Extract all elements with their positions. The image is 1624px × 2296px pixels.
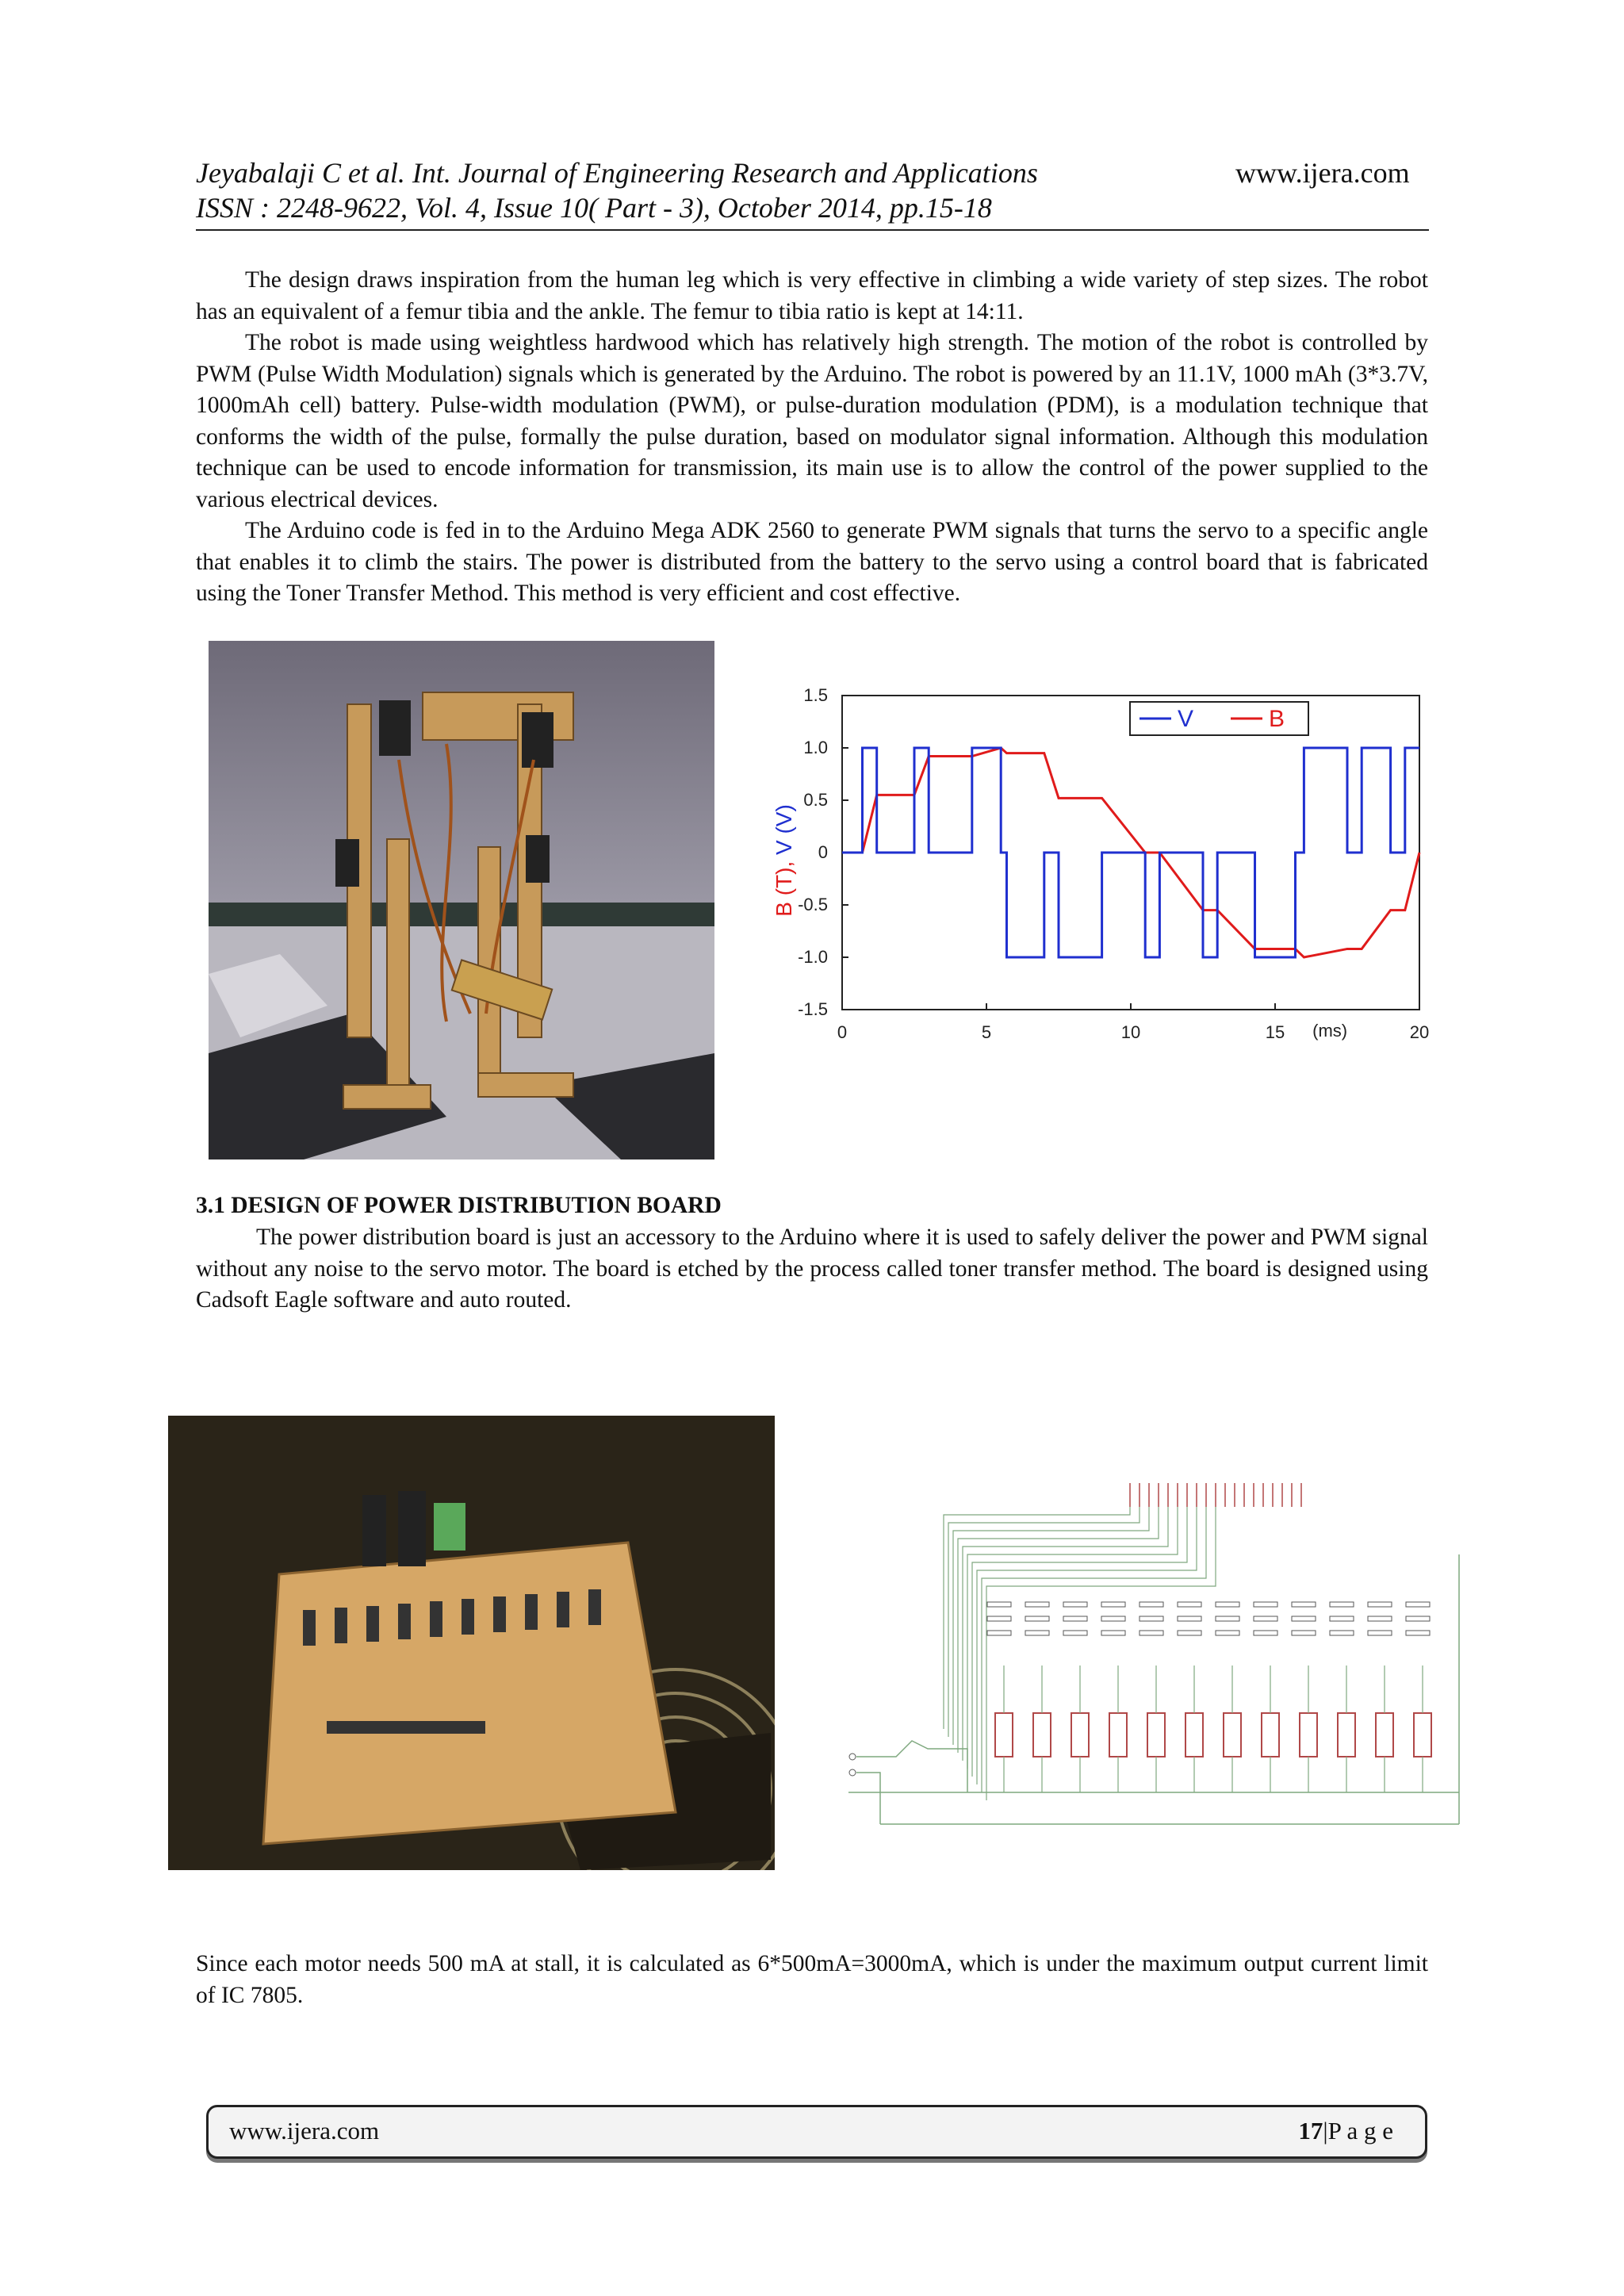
board-photo [168, 1416, 775, 1870]
paragraph-5: Since each motor needs 500 mA at stall, it is calculated as 6*500mA=3000mA, which is under the maximum output current limit of IC 7805. [196, 1951, 1428, 2008]
footer-website[interactable]: www.ijera.com [229, 2117, 380, 2145]
page-number: 17 [1298, 2117, 1323, 2145]
y-tick-label: -0.5 [798, 895, 828, 914]
closing-text [196, 1949, 1428, 2011]
schematic-resistor [1185, 1713, 1203, 1757]
schematic-connector [1139, 1631, 1163, 1635]
schematic-connector [1216, 1616, 1239, 1621]
schematic-connector [1292, 1616, 1316, 1621]
schematic-connector [1254, 1616, 1277, 1621]
schematic-trace [972, 1507, 1187, 1777]
schematic-resistor [1224, 1713, 1241, 1757]
y-tick-label: 1.5 [803, 685, 828, 705]
schematic-svg [825, 1475, 1475, 1840]
schematic-connector [1216, 1631, 1239, 1635]
schematic-connector [1406, 1616, 1430, 1621]
schematic-trace [953, 1507, 1149, 1745]
schematic-trace [986, 1507, 1216, 1800]
schematic-connector [1101, 1602, 1125, 1607]
y-tick-label: 0 [818, 842, 828, 862]
schematic-connector [1025, 1616, 1049, 1621]
pwm-chart [745, 674, 1443, 1055]
paragraph-1: The design draws inspiration from the human leg which is very effective in climbing a wide variety of step sizes. The robot has an equivalent of a femur tibia and the ankle. The femur to tibia ratio is kept at 14:11. [196, 267, 1428, 324]
schematic-connector [1101, 1616, 1125, 1621]
schematic-connector [1101, 1631, 1125, 1635]
schematic-connector [1368, 1631, 1392, 1635]
board-photo-illustration [168, 1416, 775, 1870]
schematic-connector [1406, 1631, 1430, 1635]
pwm-chart-svg [745, 674, 1443, 1055]
y-tick-label: -1.0 [798, 947, 828, 967]
schematic-connector [1254, 1631, 1277, 1635]
page-indicator [1298, 2117, 1393, 2145]
header-rule [196, 229, 1429, 231]
schematic-connector [987, 1602, 1011, 1607]
schematic-connector [1330, 1631, 1354, 1635]
schematic-trace [977, 1507, 1197, 1784]
paragraph-4: The power distribution board is just an accessory to the Arduino where it is used to safely deliver the power and PWM signal without any noise to the servo motor. The board is etched by the process called toner transfer method. The board is designed using Cadsoft Eagle software and auto routed. [196, 1225, 1428, 1313]
schematic-connector [1025, 1602, 1049, 1607]
schematic-resistor [995, 1713, 1013, 1757]
journal-website[interactable]: www.ijera.com [1235, 157, 1410, 189]
x-tick-label: 5 [981, 1022, 992, 1042]
schematic-connector [1139, 1616, 1163, 1621]
schematic-terminal [849, 1769, 856, 1776]
schematic-connector [1292, 1602, 1316, 1607]
board-schematic [825, 1475, 1475, 1840]
schematic-resistor [1109, 1713, 1127, 1757]
schematic-connector [1139, 1602, 1163, 1607]
schematic-trace [963, 1507, 1168, 1761]
schematic-connector [1178, 1602, 1201, 1607]
schematic-connector [1254, 1602, 1277, 1607]
y-tick-label: 1.0 [803, 738, 828, 757]
y-axis-label: B (T), V (V) [772, 804, 796, 917]
schematic-connector [987, 1631, 1011, 1635]
schematic-trace [958, 1507, 1159, 1753]
schematic-connector [1063, 1616, 1087, 1621]
schematic-connector [1406, 1602, 1430, 1607]
paragraph-3: The Arduino code is fed in to the Arduino Mega ADK 2560 to generate PWM signals that turns the servo to a specific angle that enables it to climb the stairs. The power is distributed from the battery to the servo using a control board that is fabricated using the Toner Transfer Method. This method is very efficient and cost effective. [196, 518, 1428, 606]
journal-citation: Jeyabalaji C et al. Int. Journal of Engineering Research and Applications [196, 157, 1038, 189]
schematic-resistor [1262, 1713, 1279, 1757]
schematic-resistor [1147, 1713, 1165, 1757]
schematic-connector [1292, 1631, 1316, 1635]
body-text-block [196, 265, 1428, 610]
schematic-terminal [849, 1754, 856, 1760]
schematic-connector [1330, 1602, 1354, 1607]
x-tick-label: 15 [1265, 1022, 1285, 1042]
robot-photo [209, 641, 714, 1159]
schematic-resistor [1414, 1713, 1431, 1757]
x-unit-label: (ms) [1312, 1021, 1348, 1041]
schematic-connector [1368, 1602, 1392, 1607]
schematic-resistor [1071, 1713, 1089, 1757]
section-text [196, 1222, 1428, 1317]
schematic-connector [1216, 1602, 1239, 1607]
page-footer [206, 2105, 1427, 2159]
schematic-connector [1368, 1616, 1392, 1621]
schematic-connector [1178, 1616, 1201, 1621]
x-tick-label: 0 [837, 1022, 848, 1042]
issn-line: ISSN : 2248-9622, Vol. 4, Issue 10( Part - 3), October 2014, pp.15-18 [196, 192, 992, 224]
schematic-connector [1063, 1631, 1087, 1635]
x-tick-label: 10 [1120, 1022, 1141, 1042]
schematic-resistor [1033, 1713, 1051, 1757]
schematic-connector [1330, 1616, 1354, 1621]
legend-label-b: B [1269, 706, 1285, 732]
x-tick-label: 20 [1409, 1022, 1430, 1042]
schematic-trace [982, 1507, 1206, 1792]
y-tick-label: 0.5 [803, 790, 828, 810]
schematic-resistor [1300, 1713, 1317, 1757]
legend-label-v: V [1178, 706, 1194, 732]
page-label: |P a g e [1323, 2117, 1393, 2145]
schematic-switch [856, 1741, 967, 1792]
schematic-connector [1063, 1602, 1087, 1607]
schematic-resistor [1338, 1713, 1355, 1757]
section-heading: 3.1 DESIGN OF POWER DISTRIBUTION BOARD [196, 1193, 722, 1218]
y-tick-label: -1.5 [798, 999, 828, 1019]
schematic-trace [944, 1507, 1130, 1729]
schematic-trace [856, 1773, 880, 1824]
schematic-connector [987, 1616, 1011, 1621]
schematic-connector [1178, 1631, 1201, 1635]
paragraph-2: The robot is made using weightless hardwood which has relatively high strength. The motion of the robot is controlled by PWM (Pulse Width Modulation) signals which is generated by the Arduino. The robot is powered by an 11.1V, 1000 mAh (3*3.7V, 1000mAh cell) battery. Pulse-width modulation (PWM), or pulse-duration modulation (PDM), is a modulation technique that conforms the width of the pulse, formally the pulse duration, based on modulator signal information. Although this modulation technique can be used to encode information for transmission, its main use is to allow the control of the power supplied to the various electrical devices. [196, 330, 1428, 512]
robot-photo-illustration [209, 641, 714, 1159]
schematic-resistor [1376, 1713, 1393, 1757]
schematic-connector [1025, 1631, 1049, 1635]
